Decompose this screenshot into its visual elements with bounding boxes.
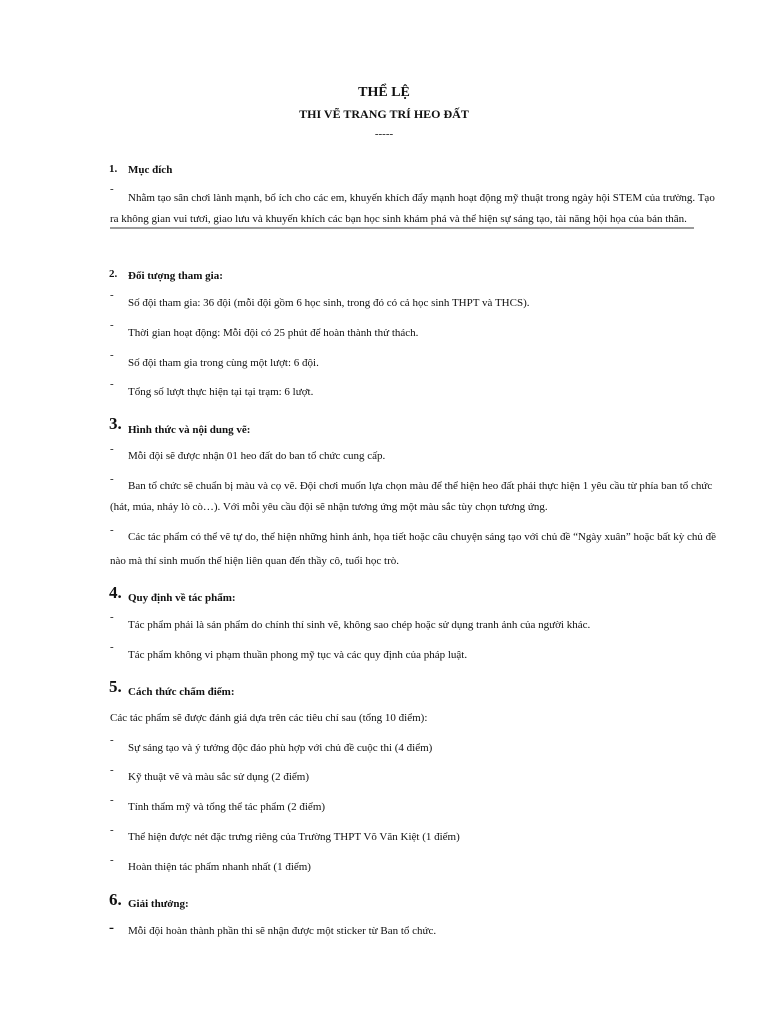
section-2-number: 2.: [109, 268, 118, 280]
list-item: Ban tổ chức sẽ chuẩn bị màu và cọ vẽ. Đội chơi muốn lựa chọn màu để thể hiện heo đất phải thực hiện 1 yêu cầu từ phía ban tổ chức: [128, 480, 713, 492]
list-item: Tổng số lượt thực hiện tại tại trạm: 6 lượt.: [128, 386, 314, 398]
bullet-dash: -: [110, 641, 114, 653]
list-item: Tính thẩm mỹ và tổng thể tác phẩm (2 điểm): [128, 801, 326, 813]
section-5-number: 5.: [109, 677, 122, 696]
section-1-line-2: ra không gian vui tươi, giao lưu và khuyến khích các bạn học sinh khám phá và thể hiện sự sáng tạo, tài năng hội họa của bản thân.: [110, 213, 687, 225]
section-1-line-1: Nhằm tạo sân chơi lành mạnh, bổ ích cho các em, khuyến khích đẩy mạnh hoạt động mỹ thuật trong ngày hội STEM của trường. Tạo: [128, 192, 715, 204]
section-6-number: 6.: [109, 890, 122, 909]
bullet-dash: -: [110, 611, 114, 623]
list-item: Thời gian hoạt động: Mỗi đội có 25 phút để hoàn thành thử thách.: [128, 327, 419, 339]
list-item: Số đội tham gia trong cùng một lượt: 6 đội.: [128, 357, 319, 369]
list-item: Kỹ thuật vẽ và màu sắc sử dụng (2 điểm): [128, 771, 310, 783]
section-4-number: 4.: [109, 583, 122, 602]
section-6-heading: Giải thưởng:: [128, 898, 189, 910]
list-item: Sự sáng tạo và ý tưởng độc đáo phù hợp với chủ đề cuộc thi (4 điểm): [128, 742, 433, 754]
section-2-heading: Đối tượng tham gia:: [128, 270, 223, 282]
section-3-heading: Hình thức và nội dung vẽ:: [128, 424, 251, 436]
bullet-dash: -: [110, 378, 114, 390]
bullet-dash: -: [110, 183, 114, 195]
list-item: Hoàn thiện tác phẩm nhanh nhất (1 điểm): [128, 861, 311, 873]
section-5-heading: Cách thức chấm điểm:: [128, 686, 235, 698]
bullet-dash: -: [109, 920, 114, 936]
section-5-intro: Các tác phẩm sẽ được đánh giá dựa trên các tiêu chí sau (tổng 10 điểm):: [110, 712, 428, 724]
list-item: Tác phẩm không vi phạm thuần phong mỹ tục và các quy định của pháp luật.: [128, 649, 468, 661]
list-item: Tác phẩm phải là sản phẩm do chính thí sinh vẽ, không sao chép hoặc sử dụng tranh ảnh của người khác.: [128, 619, 591, 631]
bullet-dash: -: [110, 734, 114, 746]
list-item: Thể hiện được nét đặc trưng riêng của Trường THPT Võ Văn Kiệt (1 điểm): [128, 831, 460, 843]
list-item: Mỗi đội hoàn thành phần thi sẽ nhận được một sticker từ Ban tổ chức.: [128, 925, 437, 937]
bullet-dash: -: [110, 764, 114, 776]
horizontal-rule: [110, 227, 694, 229]
bullet-dash: -: [110, 473, 114, 485]
section-1-heading: Mục đích: [128, 164, 173, 176]
list-item: Các tác phẩm có thể vẽ tự do, thể hiện những hình ảnh, họa tiết hoặc câu chuyện sáng tạo với chủ đề “Ngày xuân” hoặc bất kỳ chủ đề: [128, 531, 717, 543]
bullet-dash: -: [110, 794, 114, 806]
bullet-dash: -: [110, 854, 114, 866]
list-item: Mỗi đội sẽ được nhận 01 heo đất do ban tổ chức cung cấp.: [128, 450, 386, 462]
list-item: Số đội tham gia: 36 đội (mỗi đội gồm 6 học sinh, trong đó có cả học sinh THPT và THCS).: [128, 297, 530, 309]
bullet-dash: -: [110, 824, 114, 836]
bullet-dash: -: [110, 289, 114, 301]
section-3-number: 3.: [109, 414, 122, 433]
document-subtitle: THI VẼ TRANG TRÍ HEO ĐẤT: [299, 107, 469, 121]
bullet-dash: -: [110, 524, 114, 536]
title-divider: -----: [374, 128, 394, 140]
bullet-dash: -: [110, 319, 114, 331]
list-item-continuation: (hát, múa, nhảy lò cò…). Với mỗi yêu cầu đội sẽ nhận tương ứng một màu sắc tùy chọn tương ứng.: [110, 501, 548, 513]
section-4-heading: Quy định về tác phẩm:: [128, 592, 236, 604]
document-title: THỂ LỆ: [358, 85, 410, 100]
section-1-number: 1.: [109, 163, 118, 175]
bullet-dash: -: [110, 443, 114, 455]
list-item-continuation: nào mà thí sinh muốn thể hiện liên quan đến thầy cô, tuổi học trò.: [110, 555, 399, 567]
bullet-dash: -: [110, 349, 114, 361]
